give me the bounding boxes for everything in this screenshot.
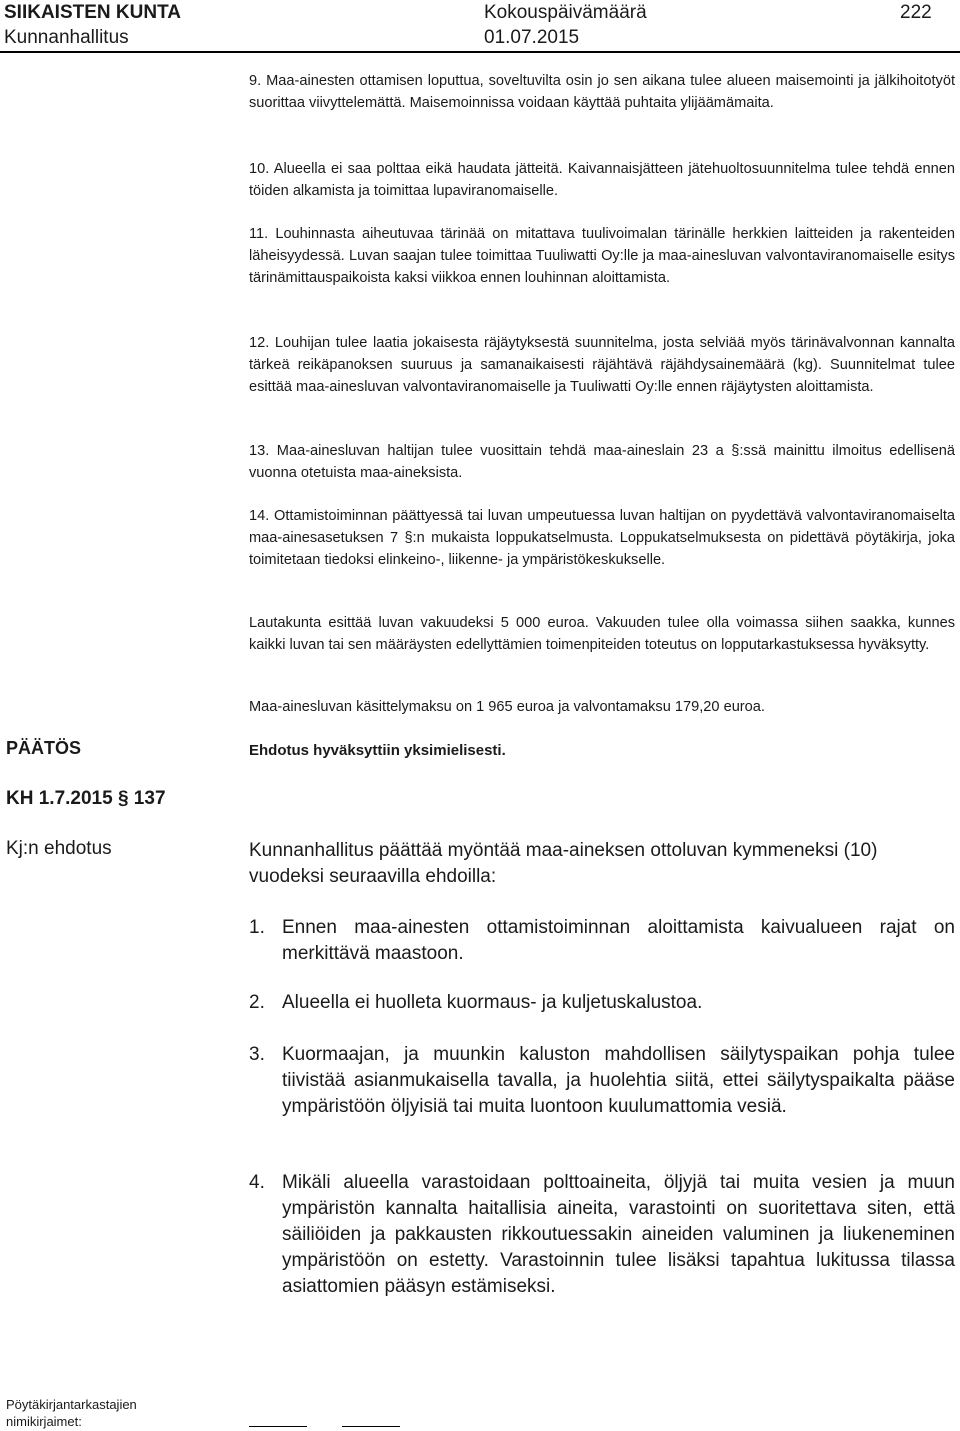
signature-line — [342, 1426, 400, 1427]
condition-10: 10. Alueella ei saa polttaa eikä haudata jätteitä. Kaivannaisjätteen jätehuoltosuunnitelma tulee tehdä ennen töiden alkamista ja toimittaa lupaviranomaiselle. — [249, 161, 955, 199]
list-item-number: 4. — [249, 1172, 265, 1193]
governing-body: Kunnanhallitus — [4, 27, 129, 48]
list-item-text: Mikäli alueella varastoidaan polttoaineita, öljyjä tai muita vesien ja muun ympäristön kannalta haitallisia aineita, varastointi on suoritettava siten, että säiliöiden ja pakkausten rikkoutuessakin aineiden valuminen ja liukeneminen ympäristöön on estetty. Varastoinnin tulee lisäksi tapahtua lukitussa tilassa asiattomien pääsyn estämiseksi. — [282, 1172, 955, 1297]
section-heading: KH 1.7.2015 § 137 — [6, 788, 166, 809]
signature-line — [249, 1426, 307, 1427]
condition-12: 12. Louhijan tulee laatia jokaisesta räjäytyksestä suunnitelma, josta selviää myös tärinävalvonnan kannalta tärkeä reikäpanoksen suuruus ja samanaikaisesti räjähtävä räjähdysainemäärä (kg). Suunnitelmat tulee esittää maa-ainesluvan valvontaviranomaiselle ja Tuuliwatti Oy:lle ennen räjäytysten aloittamista. — [249, 335, 955, 395]
list-item-number: 2. — [249, 992, 265, 1013]
page-header — [0, 0, 960, 52]
signature-label: Pöytäkirjantarkastajien nimikirjaimet: — [6, 1397, 137, 1429]
list-item — [249, 1042, 955, 1146]
list-item-number: 1. — [249, 917, 265, 938]
header-divider — [0, 51, 960, 53]
proposal-label: Kj:n ehdotus — [6, 838, 112, 859]
list-item-number: 3. — [249, 1044, 265, 1065]
condition-14: 14. Ottamistoiminnan päättyessä tai luvan umpeutuessa luvan haltijan on pyydettävä valvontaviranomaiselta maa-ainesasetuksen 7 §:n mukaista loppukatselmusta. Loppukatselmuksesta on pidettävä pöytäkirja, joka toimitetaan tiedoksi elinkeino-, liikenne- ja ympäristökeskukselle. — [249, 508, 955, 568]
date-label: Kokouspäivämäärä — [484, 2, 647, 23]
proposal-intro: Kunnanhallitus päättää myöntää maa-aineksen ottoluvan kymmeneksi (10) vuodeksi seuraavilla ehdoilla: — [249, 840, 878, 887]
list-item-text: Kuormaajan, ja muunkin kaluston mahdollisen säilytyspaikan pohja tulee tiivistää asianmukaisella tavalla, ja huolehtia siitä, ettei säilytyspaikalta pääse ympäristöön öljyisiä tai muita luontoon kuulumattomia vesiä. — [282, 1044, 955, 1117]
condition-9: 9. Maa-ainesten ottamisen loputtua, soveltuvilta osin jo sen aikana tulee alueen maisemointi ja jälkihoitotyöt suorittaa viivyttelemättä. Maisemoinnissa voidaan käyttää puhtaita ylijäämämaita. — [249, 73, 955, 111]
list-item — [249, 1170, 955, 1326]
meeting-date: 01.07.2015 — [484, 27, 580, 48]
list-item-text: Ennen maa-ainesten ottamistoiminnan aloittamista kaivualueen rajat on merkittävä maastoon. — [282, 917, 955, 964]
guarantee-paragraph: Lautakunta esittää luvan vakuudeksi 5 000 euroa. Vakuuden tulee olla voimassa siihen saakka, kunnes kaikki luvan tai sen määräysten edellyttämien toimenpiteiden toteutus on lopputarkastuksessa hyväksytty. — [249, 615, 955, 653]
condition-13: 13. Maa-ainesluvan haltijan tulee vuosittain tehdä maa-aineslain 23 a §:ssä mainittu ilmoitus edellisenä vuonna otetuista maa-aineksista. — [249, 443, 955, 481]
fee-paragraph: Maa-ainesluvan käsittelymaksu on 1 965 euroa ja valvontamaksu 179,20 euroa. — [249, 699, 765, 715]
municipality-name: SIIKAISTEN KUNTA — [4, 2, 181, 23]
list-item — [249, 990, 955, 1016]
decision-text: Ehdotus hyväksyttiin yksimielisesti. — [249, 742, 506, 759]
list-item — [249, 915, 955, 967]
decision-label: PÄÄTÖS — [6, 738, 82, 758]
list-item-text: Alueella ei huolleta kuormaus- ja kuljetuskalustoa. — [282, 992, 703, 1013]
condition-11: 11. Louhinnasta aiheutuvaa tärinää on mitattava tuulivoimalan tärinälle herkkien laitteiden ja rakenteiden läheisyydessä. Luvan saajan tulee toimittaa Tuuliwatti Oy:lle ja maa-ainesluvan valvontaviranomaiselle esitys tärinämittauspaikoista kaksi viikkoa ennen louhinnan aloittamista. — [249, 226, 955, 286]
page-number: 222 — [900, 2, 932, 23]
